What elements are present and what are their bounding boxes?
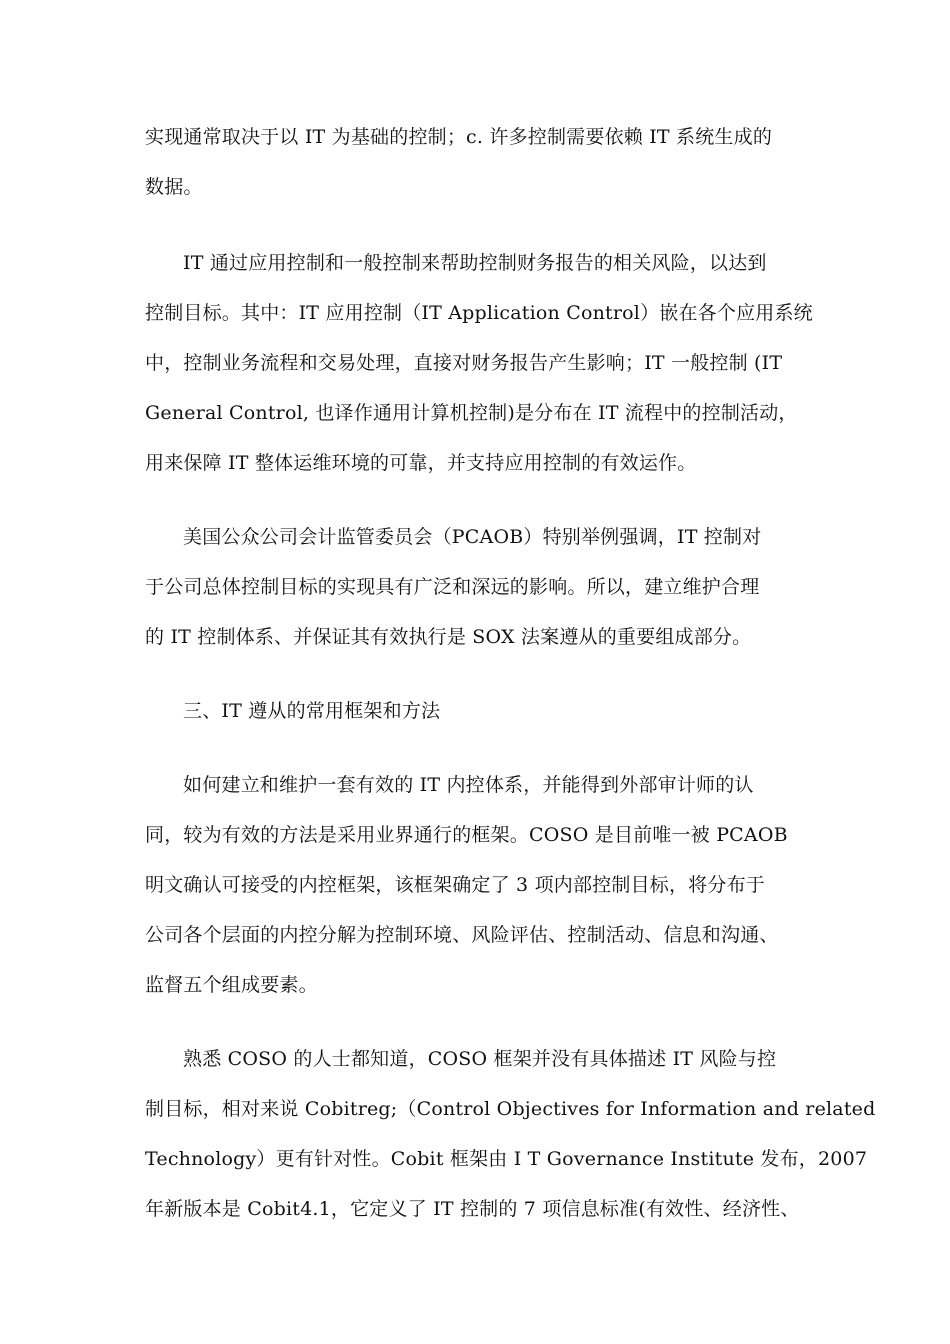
text-line: 明文确认可接受的内控框架，该框架确定了 3 项内部控制目标，将分布于 [145, 874, 765, 896]
text-line: 于公司总体控制目标的实现具有广泛和深远的影响。所以，建立维护合理 [145, 576, 760, 598]
text-line: 公司各个层面的内控分解为控制环境、风险评估、控制活动、信息和沟通、 [145, 924, 779, 946]
text-line: 实现通常取决于以 IT 为基础的控制；c. 许多控制需要依赖 IT 系统生成的 [145, 126, 773, 148]
text-line: 控制目标。其中：IT 应用控制（IT Application Control）嵌在各个应用系统 [145, 302, 813, 324]
text-line: 用来保障 IT 整体运维环境的可靠，并支持应用控制的有效运作。 [145, 452, 697, 474]
text-line: 美国公众公司会计监管委员会（PCAOB）特别举例强调，IT 控制对 [183, 526, 762, 548]
text-line: 熟悉 COSO 的人士都知道，COSO 框架并没有具体描述 IT 风险与控 [183, 1048, 777, 1070]
section-heading: 三、IT 遵从的常用框架和方法 [183, 700, 441, 722]
text-line: 监督五个组成要素。 [145, 974, 318, 996]
text-line: 数据。 [145, 176, 203, 198]
text-line: 如何建立和维护一套有效的 IT 内控体系，并能得到外部审计师的认 [183, 774, 754, 796]
text-line: IT 通过应用控制和一般控制来帮助控制财务报告的相关风险，以达到 [183, 252, 767, 274]
text-line: General Control, 也译作通用计算机控制)是分布在 IT 流程中的控制活动， [145, 402, 798, 424]
text-line: 中，控制业务流程和交易处理，直接对财务报告产生影响；IT 一般控制 (IT [145, 352, 783, 374]
text-line: 制目标，相对来说 Cobitreg;（Control Objectives for Information and related [145, 1098, 876, 1120]
text-line: 同，较为有效的方法是采用业界通行的框架。COSO 是目前唯一被 PCAOB [145, 824, 788, 846]
text-line: 的 IT 控制体系、并保证其有效执行是 SOX 法案遵从的重要组成部分。 [145, 626, 752, 648]
text-line: 年新版本是 Cobit4.1，它定义了 IT 控制的 7 项信息标准(有效性、经济性、 [145, 1198, 800, 1220]
text-line: Technology）更有针对性。Cobit 框架由 I T Governance Institute 发布，2007 [145, 1148, 868, 1170]
